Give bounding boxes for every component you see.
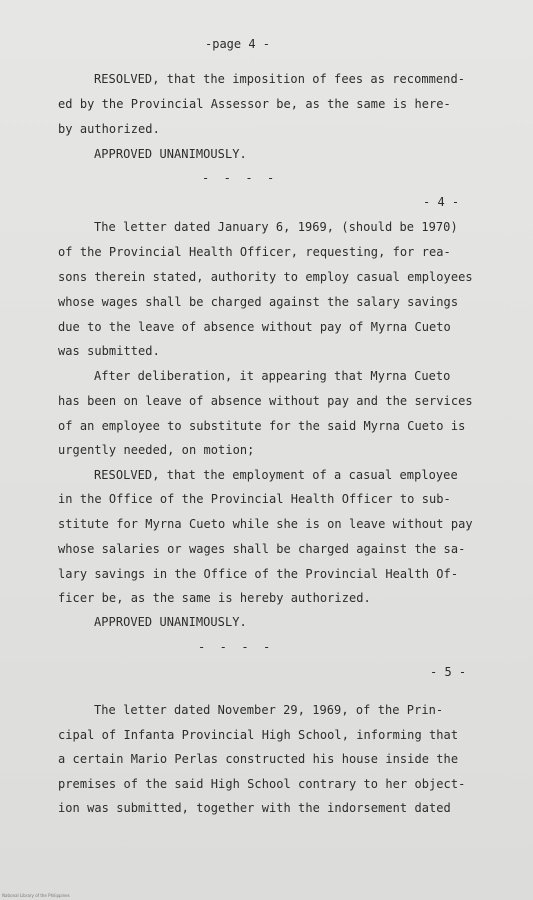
text-line: premises of the said High School contrary to her object- (58, 777, 466, 791)
footer-credit: National Library of the Philippines (2, 893, 70, 898)
text-line: by authorized. (58, 122, 160, 136)
separator: - - - - (198, 640, 271, 654)
text-line: whose wages shall be charged against the salary savings (58, 295, 459, 309)
text-line: stitute for Myrna Cueto while she is on leave without pay (58, 517, 473, 531)
text-line: urgently needed, on motion; (58, 443, 255, 457)
approval-line: APPROVED UNANIMOUSLY. (94, 615, 247, 629)
section-number: - 5 - (430, 665, 467, 679)
text-line: ficer be, as the same is hereby authorized. (58, 591, 371, 605)
text-line: RESOLVED, that the imposition of fees as recommend- (94, 72, 466, 86)
text-line: was submitted. (58, 344, 160, 358)
text-line: whose salaries or wages shall be charged against the sa- (58, 542, 466, 556)
text-line: After deliberation, it appearing that Myrna Cueto (94, 369, 451, 383)
text-line: The letter dated January 6, 1969, (should be 1970) (94, 220, 458, 234)
text-line: lary savings in the Office of the Provincial Health Of- (58, 567, 459, 581)
text-line: of the Provincial Health Officer, requesting, for rea- (58, 245, 451, 259)
text-line: has been on leave of absence without pay and the services (58, 394, 473, 408)
separator: - - - - (202, 171, 275, 185)
text-line: of an employee to substitute for the said Myrna Cueto is (58, 419, 466, 433)
text-line: RESOLVED, that the employment of a casual employee (94, 468, 458, 482)
text-line: The letter dated November 29, 1969, of the Prin- (94, 703, 444, 717)
text-line: ion was submitted, together with the indorsement dated (58, 801, 451, 815)
approval-line: APPROVED UNANIMOUSLY. (94, 147, 247, 161)
text-line: a certain Mario Perlas constructed his house inside the (58, 752, 459, 766)
text-line: sons therein stated, authority to employ casual employees (58, 270, 473, 284)
section-number: - 4 - (423, 195, 460, 209)
text-line: due to the leave of absence without pay of Myrna Cueto (58, 320, 451, 334)
text-line: in the Office of the Provincial Health Officer to sub- (58, 492, 451, 506)
page-header: -page 4 - (205, 37, 271, 51)
text-line: ed by the Provincial Assessor be, as the same is here- (58, 97, 451, 111)
text-line: cipal of Infanta Provincial High School, informing that (58, 728, 459, 742)
